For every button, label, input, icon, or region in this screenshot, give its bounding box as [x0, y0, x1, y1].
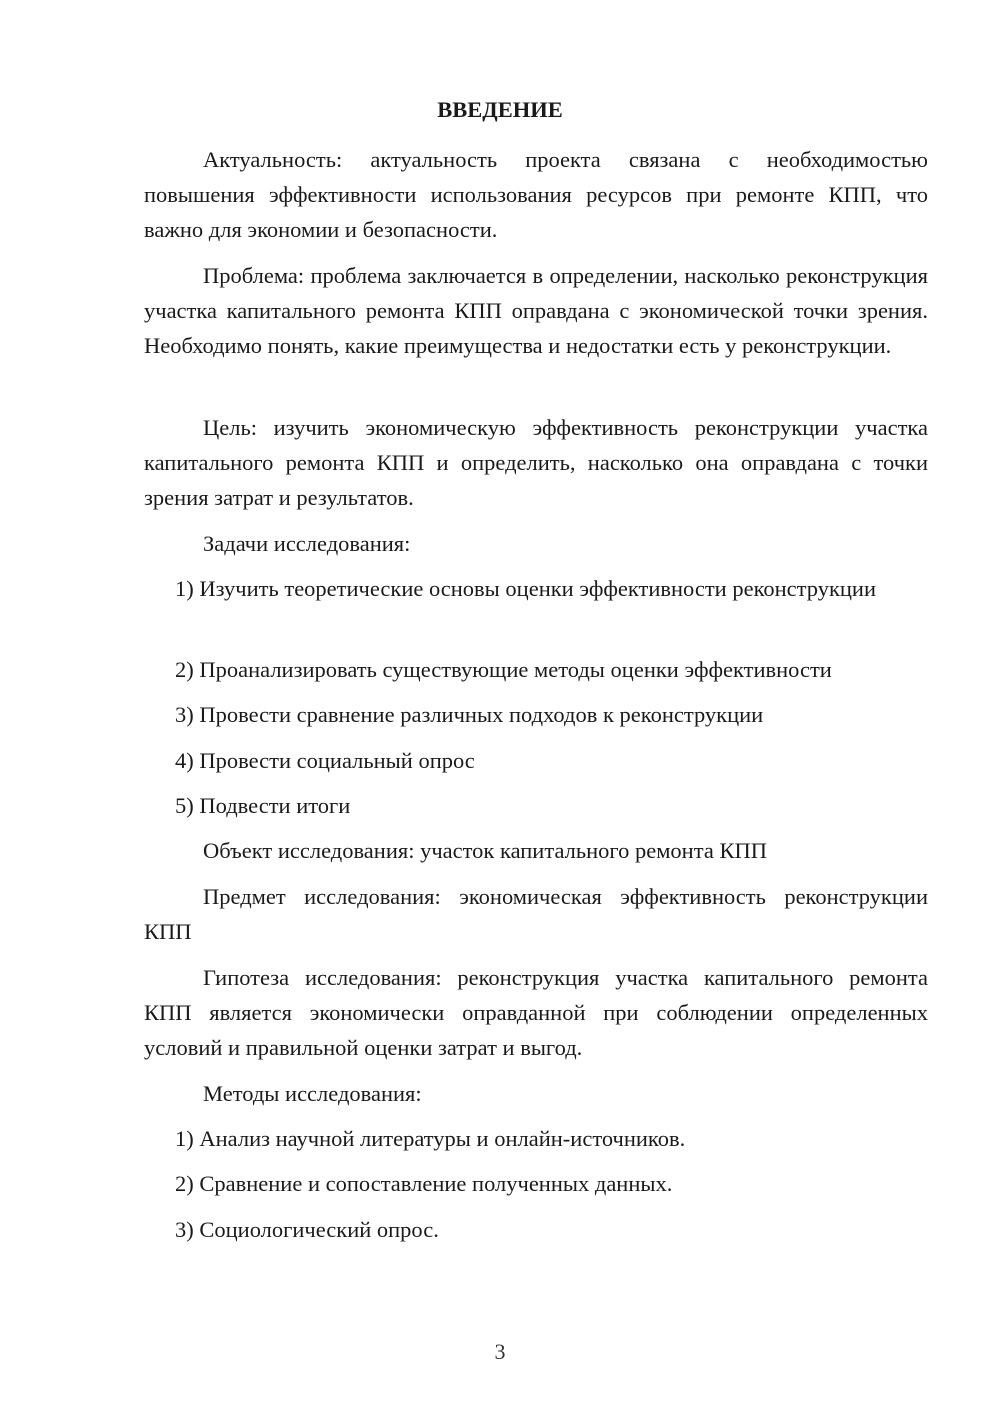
method-item-2: 2) Сравнение и сопоставление полученных данных.	[175, 1171, 673, 1196]
method-item-3: 3) Социологический опрос.	[175, 1217, 439, 1242]
task-item-2: 2) Проанализировать существующие методы оценки эффективности	[175, 657, 832, 682]
task-item-4: 4) Провести социальный опрос	[175, 748, 475, 773]
task-item-1: 1) Изучить теоретические основы оценки эффективности реконструкции	[175, 576, 877, 601]
section-title: ВВЕДЕНИЕ	[437, 97, 563, 122]
method-item-1: 1) Анализ научной литературы и онлайн-источников.	[175, 1126, 686, 1151]
tasks-heading: Задачи исследования:	[203, 531, 411, 556]
subject-paragraph: Предмет исследования: экономическая эффективность реконструкции КПП	[144, 884, 928, 944]
methods-heading: Методы исследования:	[203, 1081, 422, 1106]
hypothesis-paragraph: Гипотеза исследования: реконструкция участка капитального ремонта КПП является экономически оправданной при соблюдении определенных условий и правильной оценки затрат и выгод.	[144, 965, 928, 1060]
task-item-3: 3) Провести сравнение различных подходов к реконструкции	[175, 702, 764, 727]
relevance-paragraph: Актуальность: актуальность проекта связана с необходимостью повышения эффективности использования ресурсов при ремонте КПП, что важно для экономии и безопасности.	[144, 147, 928, 242]
object-paragraph: Объект исследования: участок капитального ремонта КПП	[203, 838, 767, 863]
task-item-5: 5) Подвести итоги	[175, 793, 351, 818]
goal-paragraph: Цель: изучить экономическую эффективность реконструкции участка капитального ремонта КПП и определить, насколько она оправдана с точки зрения затрат и результатов.	[144, 415, 928, 510]
problem-paragraph: Проблема: проблема заключается в определении, насколько реконструкция участка капитального ремонта КПП оправдана с экономической точки зрения. Необходимо понять, какие преимущества и недостатки есть у реконструкции.	[144, 263, 928, 358]
page-number: 3	[494, 1339, 506, 1364]
